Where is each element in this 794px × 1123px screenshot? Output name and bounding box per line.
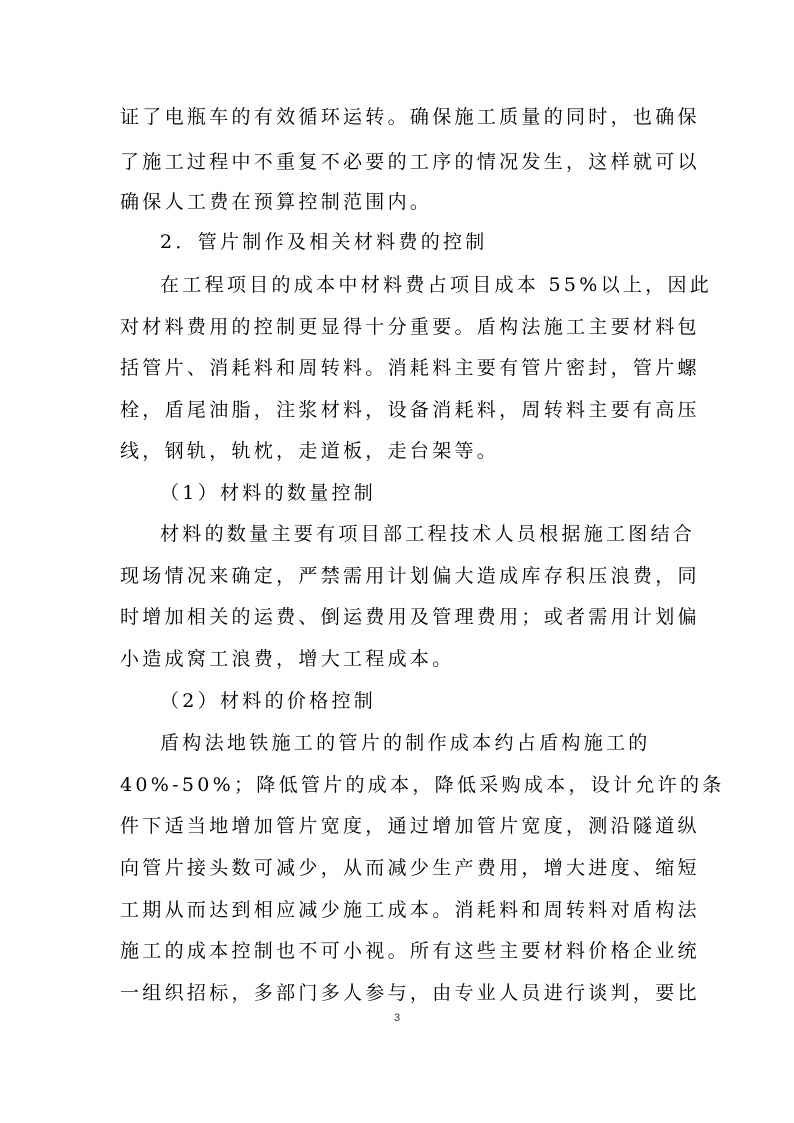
text-line: 40%-50%；降低管片的成本，降低采购成本，设计允许的条	[120, 774, 725, 796]
text-line: 施工的成本控制也不可小视。所有这些主要材料价格企业统	[120, 940, 700, 962]
text-line: 对材料费用的控制更显得十分重要。盾构法施工主要材料包	[120, 316, 700, 338]
paragraph-first-line: 在工程项目的成本中材料费占项目成本 55%以上，因此	[160, 274, 713, 296]
page-number: 3	[393, 1012, 401, 1024]
text-line: 了施工过程中不重复不必要的工序的情况发生，这样就可以	[120, 151, 700, 173]
text-line: 现场情况来确定，严禁需用计划偏大造成库存积压浪费，同	[120, 565, 700, 587]
text-line: 括管片、消耗料和周转料。消耗料主要有管片密封，管片螺	[120, 357, 700, 379]
text-line: 小造成窝工浪费，增大工程成本。	[120, 648, 455, 670]
text-line: 线，钢轨，轨枕，走道板，走台架等。	[120, 440, 500, 462]
text-line: 工期从而达到相应减少施工成本。消耗料和周转料对盾构法	[120, 899, 700, 921]
text-line: 栓，盾尾油脂，注浆材料，设备消耗料，周转料主要有高压	[120, 399, 700, 421]
text-line: 向管片接头数可减少，从而减少生产费用，增大进度、缩短	[120, 857, 700, 879]
text-line: 一组织招标，多部门多人参与，由专业人员进行谈判，要比	[120, 982, 700, 1004]
text-line: 确保人工费在预算控制范围内。	[120, 191, 433, 213]
subsection-heading: （2）材料的价格控制	[160, 690, 377, 712]
paragraph-first-line: 盾构法地铁施工的管片的制作成本约占盾构施工的	[160, 732, 651, 754]
paragraph-first-line: 材料的数量主要有项目部工程技术人员根据施工图结合	[160, 523, 696, 545]
text-line: 件下适当地增加管片宽度，通过增加管片宽度，测沿隧道纵	[120, 815, 700, 837]
subsection-heading: （1）材料的数量控制	[160, 482, 377, 504]
section-heading: 2．管片制作及相关材料费的控制	[160, 231, 488, 253]
text-line: 时增加相关的运费、倒运费用及管理费用；或者需用计划偏	[120, 606, 700, 628]
text-line: 证了电瓶车的有效循环运转。确保施工质量的同时，也确保	[120, 106, 700, 128]
